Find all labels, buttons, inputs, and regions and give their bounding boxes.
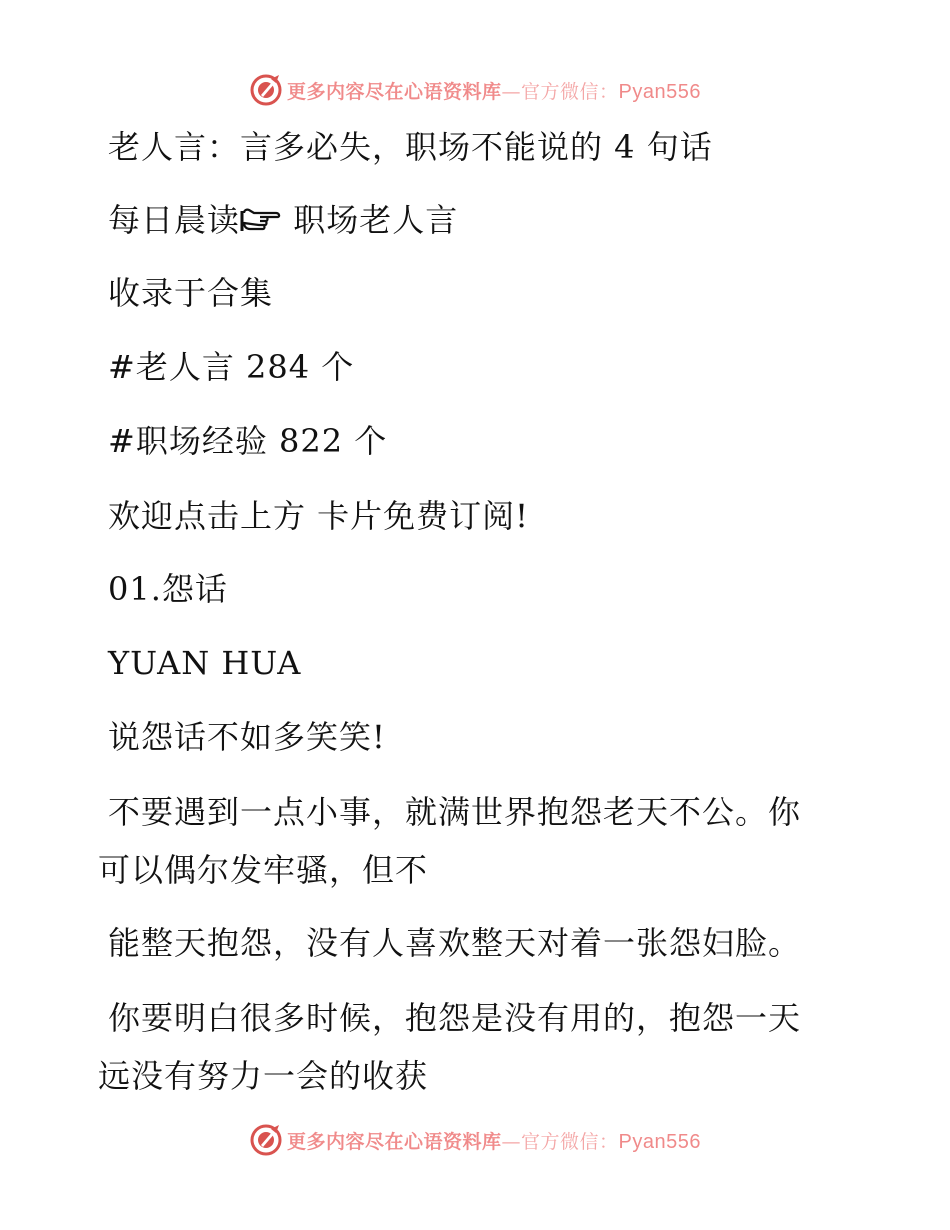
paragraph-1-line-2: 可以偶尔发牢骚，但不 [98, 851, 429, 889]
paragraph-2: 能整天抱怨，没有人喜欢整天对着一张怨妇脸。 [108, 924, 802, 962]
banner-account: Pyan556 [618, 1130, 701, 1153]
banner-wechat-label: 官方微信： [521, 80, 619, 103]
brand-logo-icon [249, 1123, 283, 1157]
column-name [108, 200, 458, 240]
banner-account: Pyan556 [618, 80, 701, 103]
paragraph-3-line-1: 你要明白很多时候，抱怨是没有用的，抱怨一天 [108, 999, 802, 1037]
column-name-a: 每日晨读 [108, 201, 241, 239]
pointing-hand-icon [240, 205, 282, 235]
subscribe-prompt: 欢迎点击上方 卡片免费订阅! [108, 497, 530, 535]
header-banner [0, 70, 950, 110]
paragraph-1-line-1: 不要遇到一点小事，就满世界抱怨老天不公。你 [108, 793, 802, 831]
banner-text [287, 1127, 701, 1154]
banner-promo: 更多内容尽在心语资料库 [287, 1130, 502, 1153]
banner-dash: — [501, 80, 522, 103]
banner-promo: 更多内容尽在心语资料库 [287, 80, 502, 103]
column-name-b: 职场老人言 [282, 201, 459, 239]
tag-laorenyan[interactable]: #老人言 284 个 [108, 348, 355, 386]
collection-label: 收录于合集 [108, 274, 274, 312]
banner-wechat-label: 官方微信： [521, 1130, 619, 1153]
tag-career-experience[interactable]: #职场经验 822 个 [108, 422, 388, 460]
section-heading: 说怨话不如多笑笑! [108, 718, 386, 756]
section-pinyin: YUAN HUA [108, 644, 302, 682]
footer-banner [0, 1120, 950, 1160]
article-title: 老人言：言多必失，职场不能说的 4 句话 [108, 128, 713, 166]
banner-text [287, 77, 701, 104]
brand-logo-icon [249, 73, 283, 107]
banner-dash: — [501, 1130, 522, 1153]
paragraph-3-line-2: 远没有努力一会的收获 [98, 1057, 429, 1095]
section-number: 01.怨话 [108, 570, 228, 608]
